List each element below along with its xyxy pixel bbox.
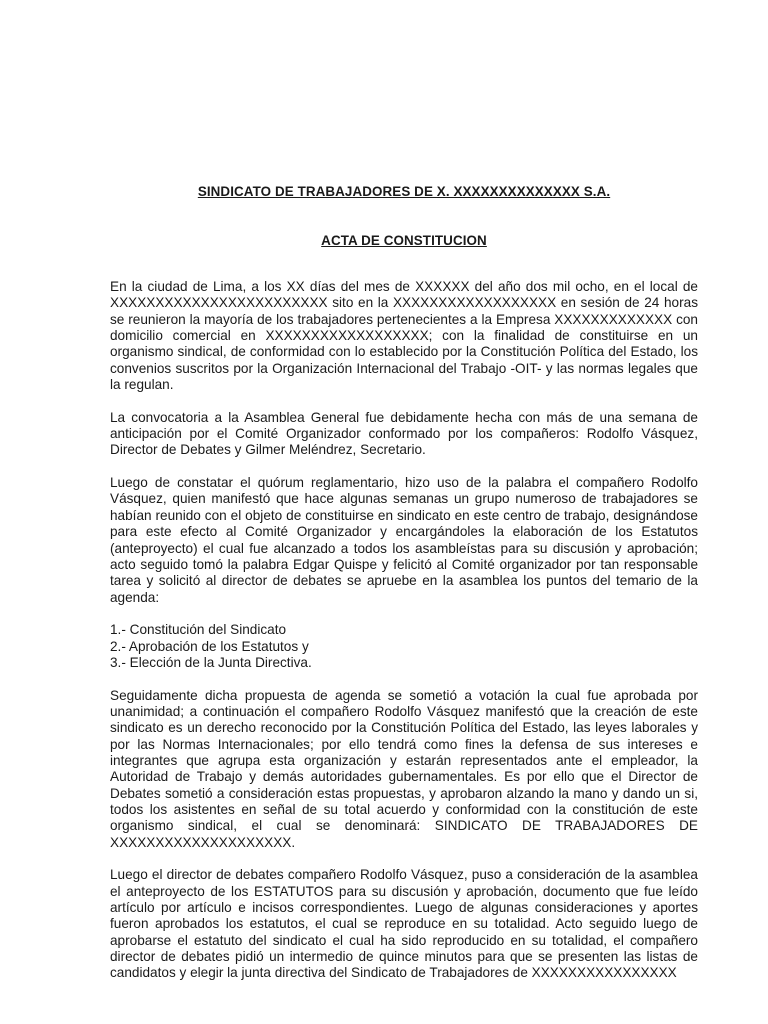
paragraph-opening: En la ciudad de Lima, a los XX días del mes de XXXXXX del año dos mil ocho, en el local de XXXXXXXXXXXXXXXXXXXXXXXX sito en la XXXXXXXXXXXXXXXXXX en sesión de 24 horas se reunieron la mayoría de los trabajadores pertenecientes a la Empresa XXXXXXXXXXXXX con domicilio comercial en XXXXXXXXXXXXXXXXXX; con la finalidad de constituirse en un organismo sindical, de conformidad con lo establecido por la Constitución Política del Estado, los convenios suscritos por la Organización Internacional del Trabajo -OIT- y las normas legales que la regulan. — [110, 279, 698, 393]
document-subtitle: ACTA DE CONSTITUCION — [321, 233, 487, 248]
agenda-list — [110, 622, 698, 671]
paragraph-votacion: Seguidamente dicha propuesta de agenda se sometió a votación la cual fue aprobada por unanimidad; a continuación el compañero Rodolfo Vásquez manifestó que la creación de este sindicato es un derecho reconocido por la Constitución Política del Estado, las leyes laborales y por las Normas Internacionales; por ello tendrá como fines la defensa de sus intereses e integrantes que agrupa esta organización y estarán representados ante el empleador, la Autoridad de Trabajo y demás autoridades gubernamentales. Es por ello que el Director de Debates sometió a consideración estas propuestas, y aprobaron alzando la mano y dando un si, todos los asistentes en señal de su total acuerdo y conformidad con la constitución de este organismo sindical, el cual se denominará: SINDICATO DE TRABAJADORES DE XXXXXXXXXXXXXXXXXXXX. — [110, 687, 698, 850]
agenda-item: 1.- Constitución del Sindicato — [110, 622, 287, 638]
agenda-item: 3.- Elección de la Junta Directiva. — [110, 654, 312, 670]
paragraph-estatutos: Luego el director de debates compañero Rodolfo Vásquez, puso a consideración de la asamblea el anteproyecto de los ESTATUTOS para su discusión y aprobación, documento que fue leído artículo por artículo e incisos correspondientes. Luego de algunas consideraciones y aportes fueron aprobados los estatutos, el cual se reproduce en su totalidad. Acto seguido luego de aprobarse el estatuto del sindicato el cual ha sido reproducido en su totalidad, el compañero director de debates pidió un intermedio de quince minutos para que se presenten las listas de candidatos y elegir la junta directiva del Sindicato de Trabajadores de XXXXXXXXXXXXXXXX — [110, 867, 698, 981]
paragraph-quorum: Luego de constatar el quórum reglamentario, hizo uso de la palabra el compañero Rodolfo Vásquez, quien manifestó que hace algunas semanas un grupo numeroso de trabajadores se habían reunido con el objeto de constituirse en sindicato en este centro de trabajo, designándose para este efecto al Comité Organizador y encargándoles la elaboración de los Estatutos (anteproyecto) el cual fue alcanzado a todos los asambleístas para su discusión y aprobación; acto seguido tomó la palabra Edgar Quispe y felicitó al Comité organizador por tan responsable tarea y solicitó al director de debates se apruebe en la asamblea los puntos del temario de la agenda: — [110, 475, 698, 605]
document-title: SINDICATO DE TRABAJADORES DE X. XXXXXXXXXXXXXX S.A. — [197, 184, 611, 199]
document-body — [110, 279, 698, 998]
agenda-item: 2.- Aprobación de los Estatutos y — [110, 638, 309, 654]
paragraph-convocatoria: La convocatoria a la Asamblea General fue debidamente hecha con más de una semana de anticipación por el Comité Organizador conformado por los compañeros: Rodolfo Vásquez, Director de Debates y Gilmer Meléndrez, Secretario. — [110, 409, 698, 458]
